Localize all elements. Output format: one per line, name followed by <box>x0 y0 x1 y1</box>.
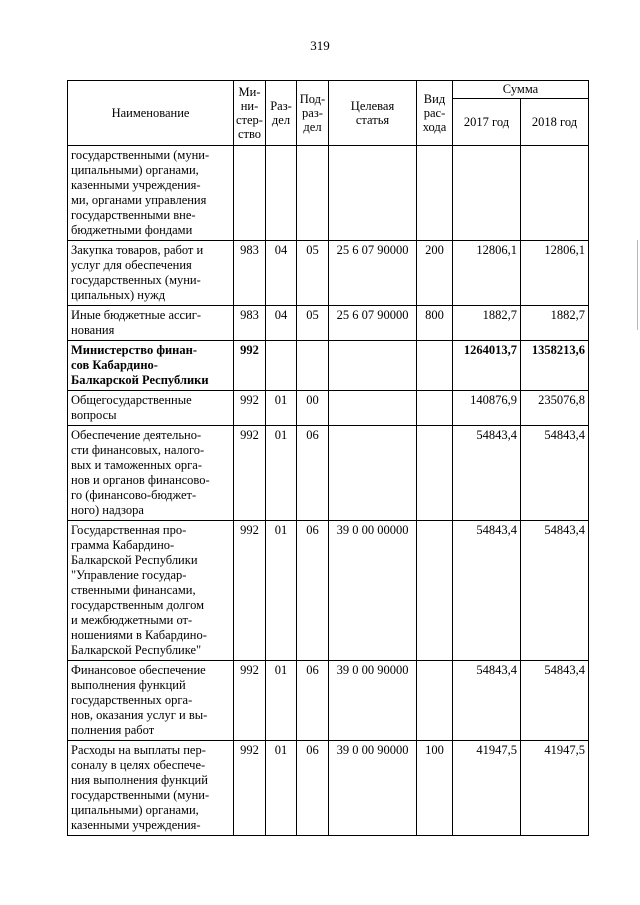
header-year-2018: 2018 год <box>521 99 589 146</box>
row-target <box>329 426 417 521</box>
row-sum-2017 <box>453 146 521 241</box>
row-subsection: 05 <box>297 241 329 306</box>
row-sum-2017: 54843,4 <box>453 426 521 521</box>
row-ministry: 992 <box>234 661 266 741</box>
row-target <box>329 341 417 391</box>
row-sum-2017: 54843,4 <box>453 521 521 661</box>
row-name: Общегосударственные вопросы <box>68 391 234 426</box>
row-target: 25 6 07 90000 <box>329 241 417 306</box>
table-row <box>68 426 589 521</box>
row-ministry: 992 <box>234 426 266 521</box>
row-target <box>329 146 417 241</box>
row-section: 01 <box>266 391 297 426</box>
row-target: 39 0 00 90000 <box>329 741 417 836</box>
row-sum-2018: 235076,8 <box>521 391 589 426</box>
row-subsection: 06 <box>297 426 329 521</box>
row-subsection: 05 <box>297 306 329 341</box>
table-row <box>68 741 589 836</box>
header-name: Наименование <box>68 81 234 146</box>
row-name: Обеспечение деятельно- сти финансовых, налого- вых и таможенных орга- нов и органов финансово- го (финансово-бюджет- ного) надзора <box>68 426 234 521</box>
table-header <box>68 81 589 146</box>
row-ministry: 992 <box>234 521 266 661</box>
header-sum: Сумма <box>453 81 589 99</box>
row-expense-type <box>417 426 453 521</box>
table-row <box>68 341 589 391</box>
table-row <box>68 521 589 661</box>
row-name: Государственная про- грамма Кабардино- Балкарской Республики "Управление государ- ственными финансами, государственным долгом и межбюджетными от- ношениями в Кабардино- Балкарской Республике" <box>68 521 234 661</box>
row-sum-2018: 54843,4 <box>521 521 589 661</box>
row-expense-type <box>417 341 453 391</box>
row-subsection <box>297 146 329 241</box>
row-ministry: 992 <box>234 391 266 426</box>
row-section <box>266 146 297 241</box>
row-subsection: 06 <box>297 521 329 661</box>
row-ministry: 992 <box>234 341 266 391</box>
row-subsection: 06 <box>297 661 329 741</box>
table-row <box>68 146 589 241</box>
table-row <box>68 241 589 306</box>
row-section: 04 <box>266 306 297 341</box>
row-sum-2018: 12806,1 <box>521 241 589 306</box>
scan-edge-mark <box>637 240 638 330</box>
row-sum-2017: 12806,1 <box>453 241 521 306</box>
row-subsection <box>297 341 329 391</box>
row-sum-2018: 54843,4 <box>521 426 589 521</box>
table-row <box>68 391 589 426</box>
row-expense-type <box>417 521 453 661</box>
row-name: Иные бюджетные ассиг- нования <box>68 306 234 341</box>
row-name: Расходы на выплаты пер- соналу в целях обеспече- ния выполнения функций государственными (муни- ципальными) органами, казенными учреждения- <box>68 741 234 836</box>
header-subsection: Под- раз- дел <box>297 81 329 146</box>
row-sum-2018: 1882,7 <box>521 306 589 341</box>
row-expense-type <box>417 146 453 241</box>
row-expense-type: 200 <box>417 241 453 306</box>
row-target: 39 0 00 00000 <box>329 521 417 661</box>
row-sum-2018 <box>521 146 589 241</box>
row-expense-type: 800 <box>417 306 453 341</box>
row-ministry <box>234 146 266 241</box>
budget-table <box>67 80 589 836</box>
header-year-2017: 2017 год <box>453 99 521 146</box>
row-ministry: 983 <box>234 241 266 306</box>
row-subsection: 06 <box>297 741 329 836</box>
header-section: Раз- дел <box>266 81 297 146</box>
row-sum-2017: 54843,4 <box>453 661 521 741</box>
row-target: 25 6 07 90000 <box>329 306 417 341</box>
row-sum-2017: 1882,7 <box>453 306 521 341</box>
row-expense-type <box>417 391 453 426</box>
table-body <box>68 146 589 836</box>
row-sum-2018: 1358213,6 <box>521 341 589 391</box>
row-target: 39 0 00 90000 <box>329 661 417 741</box>
row-section: 01 <box>266 426 297 521</box>
table-row <box>68 661 589 741</box>
row-sum-2018: 41947,5 <box>521 741 589 836</box>
row-name: Финансовое обеспечение выполнения функций государственных орга- нов, оказания услуг и вы- полнения работ <box>68 661 234 741</box>
row-sum-2017: 140876,9 <box>453 391 521 426</box>
row-target <box>329 391 417 426</box>
row-sum-2017: 41947,5 <box>453 741 521 836</box>
row-section: 04 <box>266 241 297 306</box>
row-name: Закупка товаров, работ и услуг для обеспечения государственных (муни- ципальных) нужд <box>68 241 234 306</box>
row-section: 01 <box>266 521 297 661</box>
row-sum-2018: 54843,4 <box>521 661 589 741</box>
row-sum-2017: 1264013,7 <box>453 341 521 391</box>
row-name: государственными (муни- ципальными) органами, казенными учреждения- ми, органами управления государственными вне- бюджетными фондами <box>68 146 234 241</box>
row-name: Министерство финан- сов Кабардино- Балкарской Республики <box>68 341 234 391</box>
row-subsection: 00 <box>297 391 329 426</box>
table-row <box>68 306 589 341</box>
row-expense-type <box>417 661 453 741</box>
row-ministry: 983 <box>234 306 266 341</box>
page-number: 319 <box>310 38 330 53</box>
header-target: Целевая статья <box>329 81 417 146</box>
row-section: 01 <box>266 741 297 836</box>
row-ministry: 992 <box>234 741 266 836</box>
header-expense-type: Вид рас- хода <box>417 81 453 146</box>
row-section: 01 <box>266 661 297 741</box>
header-ministry: Ми- ни- стер- ство <box>234 81 266 146</box>
row-expense-type: 100 <box>417 741 453 836</box>
row-section <box>266 341 297 391</box>
